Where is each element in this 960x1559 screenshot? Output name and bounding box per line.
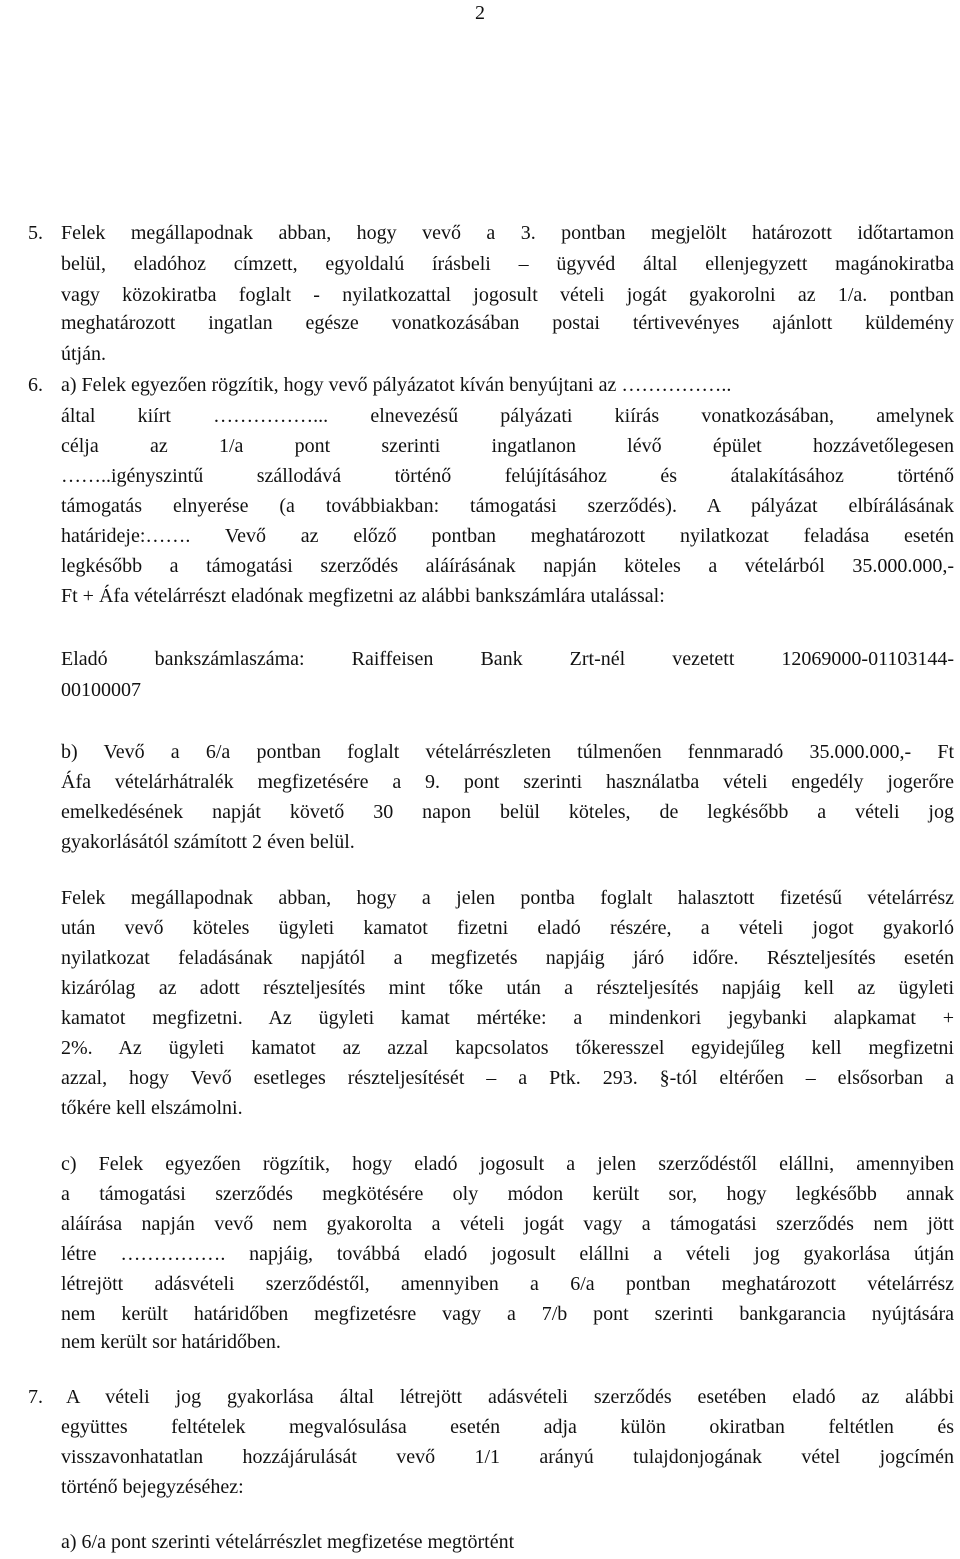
paragraph-line: c) Felek egyezően rögzítik, hogy eladó jogosult a jelen szerződéstől elállni, amennyiben xyxy=(61,1153,954,1175)
paragraph-line: Felek megállapodnak abban, hogy a jelen pontba foglalt halasztott fizetésű vételárrész xyxy=(61,887,954,909)
paragraph-line: a) 6/a pont szerinti vételárrészlet megfizetése megtörtént xyxy=(61,1531,515,1553)
paragraph-line: nem került sor határidőben. xyxy=(61,1331,281,1353)
paragraph-line: a támogatási szerződés megkötésére oly módon került sor, hogy legkésőbb annak xyxy=(61,1183,954,1205)
paragraph-line: együttes feltételek megvalósulása esetén adja külön okiratban feltétlen és xyxy=(61,1416,954,1438)
paragraph-line: belül, eladóhoz címzett, egyoldalú írásbeli – ügyvéd által ellenjegyzett magánokiratba xyxy=(61,253,954,275)
bank-account-line: Eladó bankszámlaszáma: Raiffeisen Bank Zrt-nél vezetett 12069000-01103144- xyxy=(61,648,954,670)
paragraph-line: létre ……………. napjáig, továbbá eladó jogosult elállni a vételi jog gyakorlása útján xyxy=(61,1243,954,1265)
section-number: 5. xyxy=(28,222,43,244)
paragraph-line: Ft + Áfa vételárrészt eladónak megfizetni az alábbi bankszámlára utalással: xyxy=(61,585,665,607)
paragraph-line: gyakorlásától számított 2 éven belül. xyxy=(61,831,355,853)
paragraph-line: azzal, hogy Vevő esetleges részteljesítését – a Ptk. 293. §-tól eltérően – elsősorban a xyxy=(61,1067,954,1089)
paragraph-line: után vevő köteles ügyleti kamatot fizetni eladó részére, a vételi jogot gyakorló xyxy=(61,917,954,939)
paragraph-line: támogatás elnyerése (a továbbiakban: támogatási szerződés). A pályázat elbírálásának xyxy=(61,495,954,517)
paragraph-line: meghatározott ingatlan egésze vonatkozásában postai tértivevényes ajánlott küldemény xyxy=(61,312,954,334)
paragraph-line: Felek megállapodnak abban, hogy vevő a 3. pontban megjelölt határozott időtartamon xyxy=(61,222,954,244)
paragraph-line: által kiírt ……………... elnevezésű pályázati kiírás vonatkozásában, amelynek xyxy=(61,405,954,427)
paragraph-line: útján. xyxy=(61,343,106,365)
paragraph-line: kizárólag az adott részteljesítés mint tőke után a részteljesítés napjáig kell az ügyleti xyxy=(61,977,954,999)
paragraph-line: kamatot megfizetni. Az ügyleti kamat mértéke: a mindenkori jegybanki alapkamat + xyxy=(61,1007,954,1029)
paragraph-line: aláírása napján vevő nem gyakorolta a vételi jogát vagy a támogatási szerződés nem jött xyxy=(61,1213,954,1235)
paragraph-line: b) Vevő a 6/a pontban foglalt vételárrészleten túlmenően fennmaradó 35.000.000,- Ft xyxy=(61,741,954,763)
paragraph-line: ……..igényszintű szállodává történő felújításához és átalakításához történő xyxy=(61,465,954,487)
section-number: 7. xyxy=(28,1386,43,1408)
bank-account-line: 00100007 xyxy=(61,679,141,701)
paragraph-line: nyilatkozat feladásának napjától a megfizetés napjáig járó időre. Részteljesítés esetén xyxy=(61,947,954,969)
paragraph-line: határideje:……. Vevő az előző pontban meghatározott nyilatkozat feladása esetén xyxy=(61,525,954,547)
paragraph-line: Áfa vételárhátralék megfizetésére a 9. pont szerinti használatba vételi engedély jogerőre xyxy=(61,771,954,793)
paragraph-line: tőkére kell elszámolni. xyxy=(61,1097,243,1119)
paragraph-line: A vételi jog gyakorlása által létrejött adásvételi szerződés esetében eladó az alábbi xyxy=(66,1386,954,1408)
paragraph-line: emelkedésének napját követő 30 napon belül köteles, de legkésőbb a vételi jog xyxy=(61,801,954,823)
paragraph-line: visszavonhatatlan hozzájárulását vevő 1/1 arányú tulajdonjogának vétel jogcímén xyxy=(61,1446,954,1468)
paragraph-line: vagy közokiratba foglalt - nyilatkozattal jogosult vételi jogát gyakorolni az 1/a. pontban xyxy=(61,284,954,306)
page-number: 2 xyxy=(475,2,485,24)
paragraph-line: legkésőbb a támogatási szerződés aláírásának napján köteles a vételárból 35.000.000,- xyxy=(61,555,954,577)
paragraph-line: létrejött adásvételi szerződéstől, amennyiben a 6/a pontban meghatározott vételárrész xyxy=(61,1273,954,1295)
paragraph-line: célja az 1/a pont szerinti ingatlanon lévő épület hozzávetőlegesen xyxy=(61,435,954,457)
paragraph-line: 2%. Az ügyleti kamatot az azzal kapcsolatos tőkeresszel egyidejűleg kell megfizetni xyxy=(61,1037,954,1059)
section-number: 6. xyxy=(28,374,43,396)
paragraph-line: a) Felek egyezően rögzítik, hogy vevő pályázatot kíván benyújtani az …………….. xyxy=(61,374,732,396)
paragraph-line: nem került határidőben megfizetésre vagy a 7/b pont szerinti bankgarancia nyújtására xyxy=(61,1303,954,1325)
paragraph-line: történő bejegyzéséhez: xyxy=(61,1476,244,1498)
